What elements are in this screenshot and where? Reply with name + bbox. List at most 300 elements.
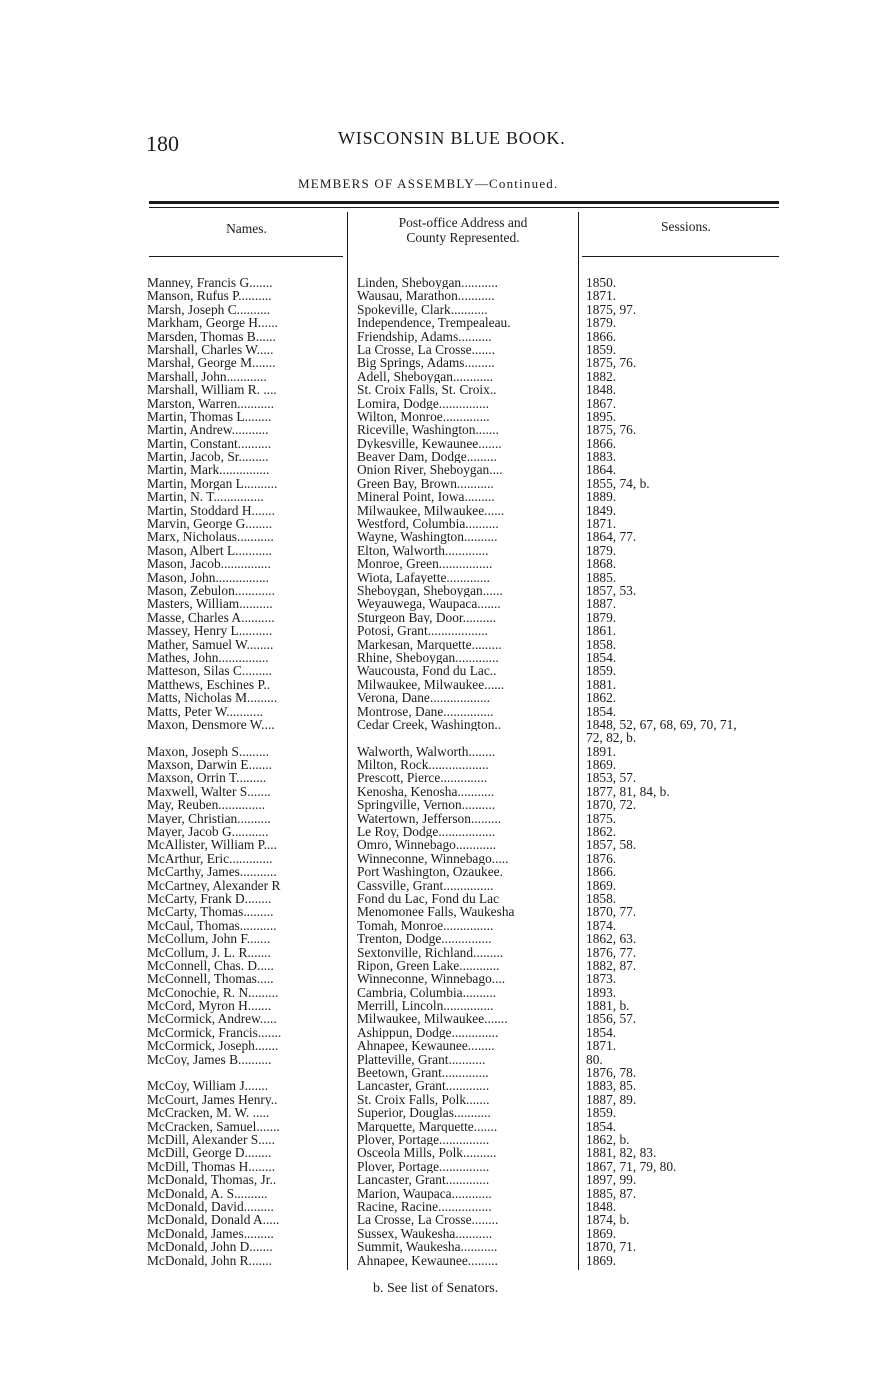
member-sessions: 1879. (586, 315, 617, 331)
member-address: Beetown, Grant.............. (357, 1066, 489, 1080)
member-sessions: 1869. (586, 757, 617, 773)
member-name: McCartney, Alexander R (147, 878, 281, 892)
member-address: Port Washington, Ozaukee. (357, 865, 503, 879)
member-address: Ripon, Green Lake............ (357, 958, 500, 973)
member-address: Winneconne, Winnebago.... (357, 972, 506, 986)
member-name: McConnell, Chas. D..... (147, 958, 274, 973)
table-row (0, 597, 869, 610)
member-sessions: 1848. (586, 1198, 617, 1214)
member-name: McCarty, Frank D........ (147, 891, 272, 906)
table-row (0, 919, 869, 932)
member-name: Mayer, Jacob G........... (147, 825, 269, 839)
member-name: Matteson, Silas C......... (147, 664, 272, 678)
member-sessions: 1862, b. (586, 1132, 630, 1147)
member-address: Milwaukee, Milwaukee...... (357, 503, 505, 518)
member-name: Martin, Mark............... (147, 463, 270, 477)
table-row (0, 678, 869, 691)
member-address: Lomira, Dodge............... (357, 396, 490, 410)
member-address: Big Springs, Adams......... (357, 356, 495, 370)
member-sessions: 1848, 52, 67, 68, 69, 70, 71, (586, 716, 737, 732)
member-sessions: 1875, 76. (586, 422, 637, 438)
member-sessions: 1866. (586, 864, 617, 880)
table-row (0, 731, 869, 744)
member-address: Omro, Winnebago............ (357, 838, 497, 852)
member-sessions: 1887. (586, 596, 617, 612)
member-address: Potosi, Grant.................. (357, 624, 488, 638)
member-sessions: 1869. (586, 1252, 617, 1268)
member-name: McDonald, John D....... (147, 1240, 273, 1254)
table-row (0, 463, 869, 476)
member-sessions: 1874. (586, 917, 617, 933)
member-address: Wilton, Monroe.............. (357, 409, 490, 424)
member-sessions: 1864. (586, 462, 617, 478)
member-name: McDill, Alexander S..... (147, 1133, 275, 1147)
member-sessions: 1858. (586, 890, 617, 906)
table-row (0, 611, 869, 624)
member-name: McConochie, R. N......... (147, 985, 279, 1000)
member-name: Martin, Jacob, Sr......... (147, 450, 269, 464)
member-name: Marshal, George M....... (147, 356, 276, 370)
table-row (0, 785, 869, 798)
member-sessions: 1882. (586, 368, 617, 384)
member-sessions: 1864, 77. (586, 529, 637, 545)
member-sessions: 1874, b. (586, 1212, 630, 1228)
member-sessions: 72, 82, b. (586, 730, 637, 746)
member-sessions: 1848. (586, 382, 617, 398)
member-address: Plover, Portage............... (357, 1133, 490, 1147)
table-row (0, 905, 869, 918)
table-top-rule-thin (149, 207, 779, 208)
table-row (0, 1254, 869, 1267)
member-name: McDill, Thomas H........ (147, 1159, 276, 1174)
member-name: Marvin, George G........ (147, 517, 273, 531)
header-sessions: Sessions. (661, 219, 711, 234)
table-row (0, 892, 869, 905)
member-sessions: 1850. (586, 275, 617, 290)
member-name: McCollum, J. L. R....... (147, 945, 271, 959)
member-sessions: 1870, 77. (586, 904, 637, 920)
member-sessions: 1876, 77. (586, 944, 637, 960)
member-name: Manney, Francis G....... (147, 276, 273, 290)
member-sessions: 1876. (586, 850, 617, 866)
table-row (0, 1173, 869, 1186)
table-row (0, 651, 869, 664)
member-name: McDill, George D........ (147, 1146, 272, 1160)
member-sessions: 1873. (586, 971, 617, 987)
member-address: Sussex, Waukesha........... (357, 1226, 493, 1241)
member-name: McCormick, Joseph....... (147, 1039, 279, 1053)
table-row (0, 410, 869, 423)
member-sessions: 1866. (586, 328, 617, 344)
member-name: Massey, Henry L.......... (147, 624, 273, 638)
member-sessions: 1855, 74, b. (586, 475, 650, 491)
member-sessions: 1895. (586, 408, 617, 424)
header-address-line1: Post-office Address and (398, 215, 528, 230)
table-row (0, 798, 869, 811)
member-sessions: 1881. (586, 676, 617, 692)
member-address: Plover, Portage............... (357, 1159, 490, 1174)
table-row (0, 517, 869, 530)
member-sessions: 1885, 87. (586, 1185, 637, 1201)
table-row (0, 718, 869, 731)
table-row (0, 812, 869, 825)
member-sessions: 1854. (586, 1118, 617, 1134)
member-name: Mathes, John............... (147, 650, 269, 665)
member-sessions: 1849. (586, 502, 617, 518)
members-table-body (0, 276, 869, 1267)
member-name: Mason, Zebulon............ (147, 583, 275, 598)
table-row (0, 946, 869, 959)
member-name: Maxon, Densmore W.... (147, 717, 275, 732)
member-sessions: 1871. (586, 516, 617, 532)
member-address: Milton, Rock.................. (357, 758, 489, 772)
member-address: Verona, Dane.................. (357, 691, 491, 705)
member-address: Springville, Vernon.......... (357, 798, 496, 812)
member-address: Watertown, Jefferson......... (357, 811, 502, 826)
member-address: Walworth, Walworth........ (357, 744, 496, 759)
table-row (0, 932, 869, 945)
table-row (0, 330, 869, 343)
table-row (0, 1012, 869, 1025)
member-address: La Crosse, La Crosse....... (357, 342, 495, 357)
member-address: Wausau, Marathon........... (357, 289, 495, 303)
member-address: Marquette, Marquette....... (357, 1119, 498, 1134)
table-row (0, 477, 869, 490)
table-row (0, 825, 869, 838)
table-row (0, 691, 869, 704)
member-address: Sturgeon Bay, Door.......... (357, 610, 497, 625)
member-sessions: 1862, 63. (586, 931, 637, 947)
member-sessions: 1885. (586, 569, 617, 585)
member-name: Martin, Constant.......... (147, 436, 272, 451)
member-address: Winneconne, Winnebago..... (357, 851, 509, 866)
member-sessions: 1879. (586, 609, 617, 625)
member-sessions: 1859. (586, 341, 617, 357)
table-row (0, 276, 869, 289)
member-sessions: 1897, 99. (586, 1172, 637, 1188)
member-sessions: 80. (586, 1051, 603, 1067)
member-name: McDonald, James......... (147, 1226, 274, 1241)
member-name: McDonald, A. S.......... (147, 1186, 268, 1200)
member-address: Ahnapee, Kewaunee........ (357, 1039, 495, 1053)
member-name: Marshall, William R. .... (147, 383, 277, 397)
member-sessions: 1887, 89. (586, 1091, 637, 1107)
member-name: McDonald, David......... (147, 1199, 274, 1214)
table-row (0, 423, 869, 436)
member-address: Weyauwega, Waupaca....... (357, 597, 501, 611)
table-row (0, 865, 869, 878)
table-row (0, 664, 869, 677)
table-row (0, 289, 869, 302)
member-sessions: 1870, 72. (586, 797, 637, 813)
member-address: Mineral Point, Iowa......... (357, 490, 495, 504)
header-names: Names. (226, 221, 267, 236)
member-address: Le Roy, Dodge................. (357, 825, 496, 839)
member-address: Cedar Creek, Washington.. (357, 717, 502, 732)
member-name: Matthews, Eschines P.. (147, 677, 271, 692)
member-name: McCaul, Thomas........... (147, 918, 277, 933)
page-number: 180 (146, 131, 179, 156)
table-top-rule (149, 201, 779, 204)
table-row (0, 1240, 869, 1253)
member-address: Adell, Sheboygan............ (357, 369, 494, 384)
member-name: Marx, Nicholaus........... (147, 530, 274, 544)
member-name: McCormick, Francis....... (147, 1025, 282, 1040)
table-row (0, 1160, 869, 1173)
member-address: Prescott, Pierce.............. (357, 771, 488, 785)
member-sessions: 1854. (586, 703, 617, 719)
member-sessions: 1862. (586, 690, 617, 706)
member-name: McArthur, Eric............. (147, 851, 273, 866)
member-address: Menomonee Falls, Waukesha (357, 905, 515, 919)
member-name: McAllister, William P.... (147, 838, 277, 852)
member-sessions: 1879. (586, 542, 617, 558)
table-row (0, 972, 869, 985)
member-name: Mason, John................ (147, 570, 270, 584)
member-sessions: 1870, 71. (586, 1239, 637, 1255)
table-row (0, 490, 869, 503)
member-name: Mason, Albert L........... (147, 543, 272, 558)
member-address: Kenosha, Kenosha........... (357, 784, 495, 799)
member-sessions: 1856, 57. (586, 1011, 637, 1027)
table-row (0, 530, 869, 543)
member-name: Mason, Jacob............... (147, 557, 271, 571)
member-sessions: 1883, 85. (586, 1078, 637, 1094)
member-address: Racine, Racine................ (357, 1199, 492, 1214)
member-name: McCormick, Andrew..... (147, 1012, 277, 1026)
member-name: Maxon, Joseph S......... (147, 744, 270, 759)
member-sessions: 1866. (586, 435, 617, 451)
member-address: Montrose, Dane............... (357, 704, 494, 718)
table-row (0, 584, 869, 597)
table-row (0, 1106, 869, 1119)
member-name: McCollum, John F....... (147, 932, 271, 946)
table-row (0, 343, 869, 356)
table-row (0, 959, 869, 972)
member-sessions: 1881, b. (586, 998, 630, 1014)
member-address: Waucousta, Fond du Lac.. (357, 664, 497, 678)
member-name: McCarty, Thomas......... (147, 905, 274, 919)
table-row (0, 370, 869, 383)
member-name: Matts, Peter W........... (147, 704, 264, 718)
member-sessions: 1858. (586, 636, 617, 652)
member-sessions: 1875. (586, 810, 617, 826)
member-sessions: 1881, 82, 83. (586, 1145, 657, 1161)
header-address-line2: County Represented. (406, 230, 520, 245)
member-address: Westford, Columbia.......... (357, 517, 499, 531)
member-sessions: 1877, 81, 84, b. (586, 783, 670, 799)
table-row (0, 999, 869, 1012)
member-name: McDonald, Donald A..... (147, 1213, 280, 1227)
member-address: Ahnapee, Kewaunee......... (357, 1253, 498, 1267)
member-name: Mayer, Christian.......... (147, 811, 271, 826)
member-address: Platteville, Grant........... (357, 1052, 486, 1067)
member-sessions: 1882, 87. (586, 957, 637, 973)
member-name: Martin, Thomas L........ (147, 409, 272, 424)
member-address: Summit, Waukesha........... (357, 1240, 498, 1254)
table-row (0, 838, 869, 851)
member-sessions: 1869. (586, 877, 617, 893)
member-address: Onion River, Sheboygan.... (357, 463, 503, 477)
table-row (0, 745, 869, 758)
table-row (0, 705, 869, 718)
member-name: Martin, N. T............... (147, 490, 264, 504)
member-name: McCracken, Samuel....... (147, 1119, 280, 1134)
member-address: Milwaukee, Milwaukee....... (357, 1012, 508, 1026)
member-name: McCoy, James B.......... (147, 1052, 272, 1067)
member-name: McConnell, Thomas..... (147, 972, 274, 986)
member-name: McDonald, John R....... (147, 1253, 272, 1267)
member-address: Trenton, Dodge............... (357, 932, 492, 946)
member-address: Sextonville, Richland......... (357, 945, 504, 959)
member-sessions: 1862. (586, 824, 617, 840)
table-row (0, 1213, 869, 1226)
member-sessions: 1891. (586, 743, 617, 759)
member-name: Masters, William.......... (147, 597, 273, 611)
footnote: b. See list of Senators. (373, 1281, 499, 1296)
header-underline-sessions (582, 256, 779, 257)
member-sessions: 1857, 53. (586, 582, 637, 598)
table-row (0, 557, 869, 570)
table-row (0, 1227, 869, 1240)
table-row (0, 758, 869, 771)
member-address: Lancaster, Grant............. (357, 1079, 490, 1093)
member-address: Riceville, Washington....... (357, 423, 499, 437)
member-address: Fond du Lac, Fond du Lac (357, 891, 500, 906)
member-name: Maxson, Darwin E....... (147, 758, 272, 772)
member-address: Monroe, Green................ (357, 557, 493, 571)
member-sessions: 1854. (586, 1024, 617, 1040)
member-name: Marshall, John............ (147, 369, 267, 384)
table-row (0, 852, 869, 865)
table-row (0, 1053, 869, 1066)
member-name: Martin, Morgan L.......... (147, 476, 278, 491)
member-sessions: 1867. (586, 395, 617, 411)
member-address: Markesan, Marquette......... (357, 637, 502, 651)
table-row (0, 1146, 869, 1159)
member-address: Lancaster, Grant............. (357, 1173, 490, 1187)
table-row (0, 356, 869, 369)
member-address: Ashippun, Dodge.............. (357, 1025, 499, 1040)
book-title: WISCONSIN BLUE BOOK. (338, 128, 566, 148)
member-address: St. Croix Falls, Polk....... (357, 1092, 490, 1107)
member-name: Marshall, Charles W..... (147, 342, 274, 357)
member-name: Marston, Warren........... (147, 396, 274, 410)
section-title: MEMBERS OF ASSEMBLY—Continued. (298, 176, 559, 191)
table-row (0, 571, 869, 584)
member-address: Beaver Dam, Dodge......... (357, 450, 497, 464)
member-address: St. Croix Falls, St. Croix.. (357, 383, 497, 397)
member-sessions: 1867, 71, 79, 80. (586, 1158, 677, 1174)
member-name: McCourt, James Henry.. (147, 1092, 278, 1107)
member-sessions: 1853, 57. (586, 770, 637, 786)
member-name: Marsh, Joseph C.......... (147, 302, 271, 317)
member-name: Mather, Samuel W........ (147, 637, 274, 651)
member-sessions: 1876, 78. (586, 1065, 637, 1081)
member-name: McCarthy, James........... (147, 865, 277, 879)
member-name: Marsden, Thomas B...... (147, 329, 276, 343)
member-sessions: 1871. (586, 1038, 617, 1054)
member-address: Milwaukee, Milwaukee...... (357, 677, 505, 692)
table-row (0, 397, 869, 410)
table-row (0, 1026, 869, 1039)
member-sessions: 1875, 97. (586, 301, 637, 317)
member-address: Linden, Sheboygan........... (357, 276, 498, 290)
table-row (0, 1133, 869, 1146)
member-name: McCoy, William J....... (147, 1079, 269, 1093)
member-address: Tomah, Monroe............... (357, 918, 494, 933)
member-address: Spokeville, Clark........... (357, 302, 488, 317)
table-row (0, 303, 869, 316)
table-row (0, 1079, 869, 1092)
member-address: La Crosse, La Crosse........ (357, 1213, 499, 1227)
member-address: Cambria, Columbia.......... (357, 985, 497, 1000)
table-row (0, 383, 869, 396)
member-name: Martin, Andrew........... (147, 423, 269, 437)
table-row (0, 1039, 869, 1052)
member-sessions: 1893. (586, 984, 617, 1000)
member-sessions: 1854. (586, 649, 617, 665)
member-sessions: 1889. (586, 489, 617, 505)
member-address: Wayne, Washington.......... (357, 530, 498, 544)
member-name: Maxwell, Walter S....... (147, 784, 271, 799)
member-address: Sheboygan, Sheboygan...... (357, 583, 503, 598)
header-underline-names (149, 256, 343, 257)
table-row (0, 316, 869, 329)
member-address: Green Bay, Brown........... (357, 476, 494, 491)
member-name: Maxson, Orrin T......... (147, 771, 267, 785)
member-name: Masse, Charles A.......... (147, 610, 275, 625)
member-address: Marion, Waupaca............ (357, 1186, 492, 1200)
member-name: Martin, Stoddard H....... (147, 503, 275, 518)
member-sessions: 1859. (586, 1105, 617, 1121)
member-address: Merrill, Lincoln............... (357, 999, 494, 1013)
table-row (0, 1120, 869, 1133)
member-name: May, Reuben.............. (147, 798, 266, 812)
member-sessions: 1868. (586, 556, 617, 572)
member-sessions: 1875, 76. (586, 355, 637, 371)
member-sessions: 1859. (586, 663, 617, 679)
member-sessions: 1871. (586, 288, 617, 304)
member-address: Elton, Walworth............. (357, 543, 489, 558)
table-row (0, 986, 869, 999)
member-address: Cassville, Grant............... (357, 878, 494, 892)
member-address: Superior, Douglas........... (357, 1106, 491, 1120)
member-name: Matts, Nicholas M......... (147, 691, 278, 705)
member-sessions: 1883. (586, 449, 617, 465)
member-address: Independence, Trempealeau. (357, 316, 511, 330)
table-row (0, 1187, 869, 1200)
table-row (0, 638, 869, 651)
member-name: McCord, Myron H....... (147, 999, 272, 1013)
member-address: Osceola Mills, Polk.......... (357, 1146, 497, 1160)
table-row (0, 504, 869, 517)
table-row (0, 771, 869, 784)
member-address: Dykesville, Kewaunee....... (357, 436, 502, 451)
table-row (0, 544, 869, 557)
table-row (0, 450, 869, 463)
table-row (0, 437, 869, 450)
table-row (0, 1066, 869, 1079)
table-row (0, 879, 869, 892)
member-sessions: 1857, 58. (586, 837, 637, 853)
member-sessions: 1861. (586, 623, 617, 639)
member-name: McCracken, M. W. ..... (147, 1106, 270, 1120)
member-name: Markham, George H...... (147, 316, 279, 330)
member-address: Rhine, Sheboygan............. (357, 650, 499, 665)
table-row (0, 624, 869, 637)
member-address: Friendship, Adams.......... (357, 329, 492, 343)
